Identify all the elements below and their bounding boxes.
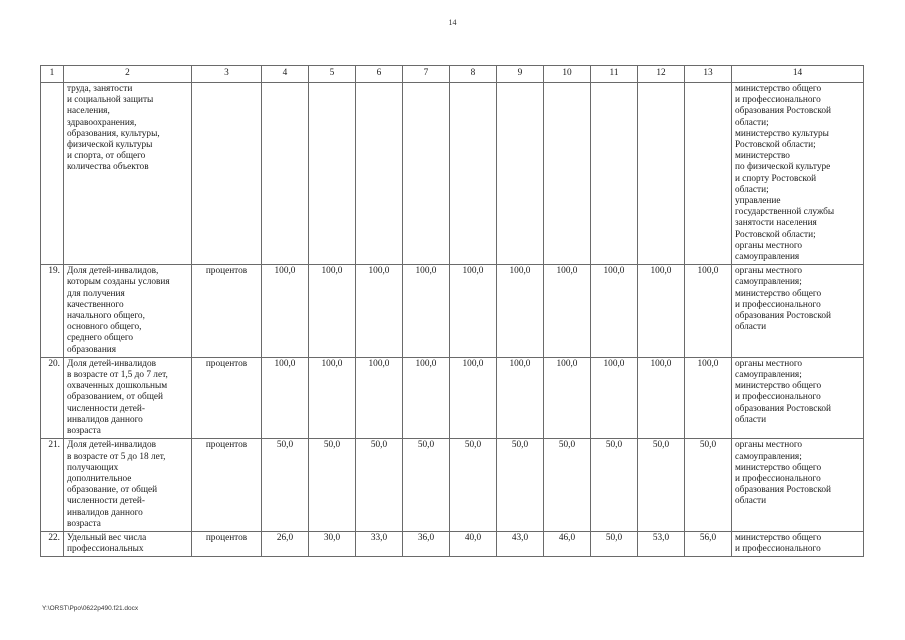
executor-cell: органы местного самоуправления; министерство общего и профессионального образования Ростовской области xyxy=(732,265,864,358)
value-cell: 100,0 xyxy=(262,265,309,358)
value-cell: 50,0 xyxy=(309,439,356,532)
column-header: 11 xyxy=(591,66,638,83)
value-cell xyxy=(309,83,356,265)
table-row-continuation xyxy=(41,83,864,265)
executor-cell: органы местного самоуправления; министерство общего и профессионального образования Ростовской области xyxy=(732,439,864,532)
unit-cell xyxy=(192,83,262,265)
value-cell: 26,0 xyxy=(262,531,309,556)
column-header: 7 xyxy=(403,66,450,83)
row-number-cell: 22. xyxy=(41,531,64,556)
value-cell: 50,0 xyxy=(638,439,685,532)
value-cell: 100,0 xyxy=(544,265,591,358)
table-row xyxy=(41,531,864,556)
indicator-name-cell: труда, занятости и социальной защиты населения, здравоохранения, образования, культуры, физической культуры и спорта, от общего количества объектов xyxy=(64,83,192,265)
value-cell: 100,0 xyxy=(638,265,685,358)
column-header: 5 xyxy=(309,66,356,83)
indicator-name-cell: Доля детей-инвалидов, которым созданы условия для получения качественного начального общего, основного общего, среднего общего образования xyxy=(64,265,192,358)
value-cell: 100,0 xyxy=(309,357,356,438)
value-cell: 100,0 xyxy=(685,357,732,438)
column-header: 1 xyxy=(41,66,64,83)
value-cell: 36,0 xyxy=(403,531,450,556)
file-path-footer: Y:\ORST\Ppo\0622p490.f21.docx xyxy=(42,605,139,612)
value-cell: 100,0 xyxy=(309,265,356,358)
value-cell: 33,0 xyxy=(356,531,403,556)
value-cell xyxy=(497,83,544,265)
value-cell: 100,0 xyxy=(591,357,638,438)
value-cell: 100,0 xyxy=(403,265,450,358)
indicator-name-cell: Доля детей-инвалидов в возрасте от 1,5 до 7 лет, охваченных дошкольным образованием, от общей численности детей- инвалидов данного возраста xyxy=(64,357,192,438)
value-cell: 50,0 xyxy=(356,439,403,532)
value-cell: 43,0 xyxy=(497,531,544,556)
value-cell: 100,0 xyxy=(356,265,403,358)
value-cell: 100,0 xyxy=(685,265,732,358)
table-row xyxy=(41,439,864,532)
column-header: 12 xyxy=(638,66,685,83)
value-cell: 50,0 xyxy=(591,531,638,556)
column-header: 2 xyxy=(64,66,192,83)
value-cell: 100,0 xyxy=(356,357,403,438)
header-row xyxy=(41,66,864,83)
value-cell: 46,0 xyxy=(544,531,591,556)
executor-cell: министерство общего и профессионального образования Ростовской области; министерство культуры Ростовской области; министерство по физической культуре и спорту Ростовской области; управление государственной службы занятости населения Ростовской области; органы местного самоуправления xyxy=(732,83,864,265)
value-cell: 100,0 xyxy=(450,357,497,438)
row-number-cell: 21. xyxy=(41,439,64,532)
table-row xyxy=(41,265,864,358)
column-header: 9 xyxy=(497,66,544,83)
value-cell: 100,0 xyxy=(497,265,544,358)
value-cell xyxy=(685,83,732,265)
value-cell: 100,0 xyxy=(638,357,685,438)
column-header: 6 xyxy=(356,66,403,83)
indicators-table xyxy=(40,65,864,557)
table-header xyxy=(41,66,864,83)
row-number-cell: 20. xyxy=(41,357,64,438)
value-cell: 100,0 xyxy=(544,357,591,438)
unit-cell: процентов xyxy=(192,357,262,438)
value-cell: 53,0 xyxy=(638,531,685,556)
value-cell xyxy=(591,83,638,265)
value-cell: 100,0 xyxy=(591,265,638,358)
value-cell: 50,0 xyxy=(450,439,497,532)
column-header: 3 xyxy=(192,66,262,83)
value-cell: 100,0 xyxy=(450,265,497,358)
value-cell: 50,0 xyxy=(497,439,544,532)
value-cell xyxy=(356,83,403,265)
table-row xyxy=(41,357,864,438)
column-header: 8 xyxy=(450,66,497,83)
value-cell: 100,0 xyxy=(262,357,309,438)
value-cell: 50,0 xyxy=(685,439,732,532)
executor-cell: органы местного самоуправления; министерство общего и профессионального образования Ростовской области xyxy=(732,357,864,438)
value-cell: 50,0 xyxy=(403,439,450,532)
column-header: 14 xyxy=(732,66,864,83)
indicator-name-cell: Удельный вес числа профессиональных xyxy=(64,531,192,556)
table-body xyxy=(41,83,864,557)
row-number-cell xyxy=(41,83,64,265)
column-header: 10 xyxy=(544,66,591,83)
page-number: 14 xyxy=(448,18,457,27)
value-cell xyxy=(262,83,309,265)
value-cell xyxy=(450,83,497,265)
value-cell: 56,0 xyxy=(685,531,732,556)
value-cell xyxy=(638,83,685,265)
column-header: 13 xyxy=(685,66,732,83)
value-cell xyxy=(544,83,591,265)
value-cell: 100,0 xyxy=(403,357,450,438)
value-cell: 40,0 xyxy=(450,531,497,556)
value-cell: 50,0 xyxy=(262,439,309,532)
value-cell: 50,0 xyxy=(591,439,638,532)
value-cell: 50,0 xyxy=(544,439,591,532)
row-number-cell: 19. xyxy=(41,265,64,358)
unit-cell: процентов xyxy=(192,531,262,556)
unit-cell: процентов xyxy=(192,265,262,358)
column-header: 4 xyxy=(262,66,309,83)
value-cell: 30,0 xyxy=(309,531,356,556)
executor-cell: министерство общего и профессионального xyxy=(732,531,864,556)
value-cell: 100,0 xyxy=(497,357,544,438)
value-cell xyxy=(403,83,450,265)
indicator-name-cell: Доля детей-инвалидов в возрасте от 5 до 18 лет, получающих дополнительное образование, от общей численности детей- инвалидов данного возраста xyxy=(64,439,192,532)
unit-cell: процентов xyxy=(192,439,262,532)
